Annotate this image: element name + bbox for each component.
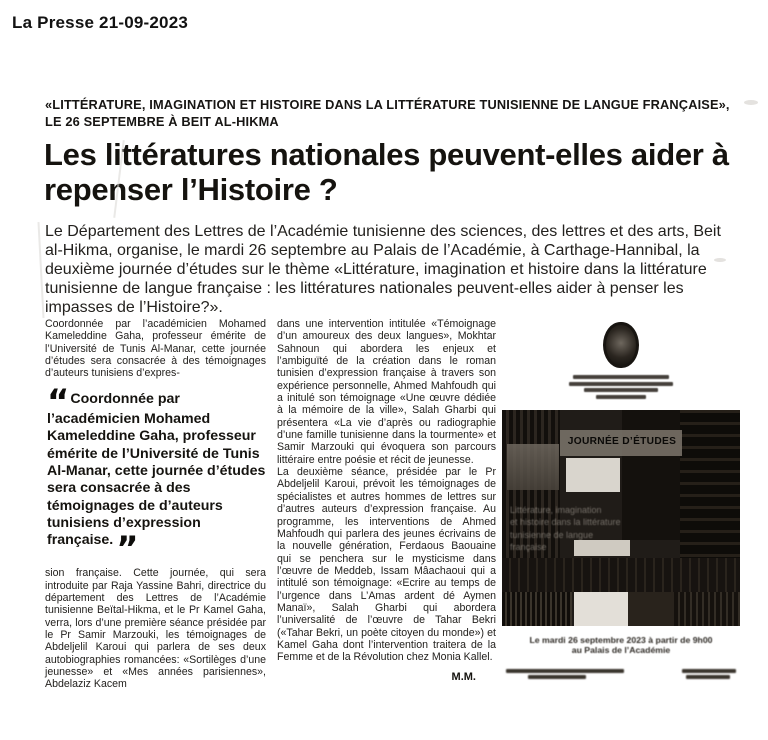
article-column-1 bbox=[45, 318, 266, 691]
scan-smudge bbox=[714, 258, 726, 262]
poster-collage-block bbox=[566, 458, 620, 492]
academy-emblem-icon bbox=[603, 322, 639, 368]
article-headline: Les littératures nationales peuvent-elles aider à repenser l’Histoire ? bbox=[44, 137, 729, 207]
blurred-text-line bbox=[686, 675, 730, 679]
poster-subtitle-line: française bbox=[510, 542, 547, 552]
blurred-text-line bbox=[573, 375, 669, 379]
academy-logo bbox=[502, 322, 740, 399]
poster-subtitle-line: et histoire dans la littérature bbox=[510, 517, 621, 527]
column2-paragraph-1: dans une intervention intitulée «Témoignage d’un amoureux des deux langues», Mokhtar Sahnoun qui abordera les enjeux et l’ambiguïté de la création dans le roman tunisien d’expression française à travers son expérience personnelle, Ahmed Mahfoudh qui a initulé son témoignage «Une œuvre dédiée à la mémoire de la ville», Salah Gharbi qui présentera «La vie d’après ou radiographie d’une famille tunisienne dans la tourmente» et Samir Marzouki qui évoquera son parcours littéraire entre poésie et récit de jeunesse. bbox=[277, 318, 496, 466]
poster-collage-block bbox=[507, 444, 559, 490]
close-quote-icon: ” bbox=[116, 529, 136, 570]
column1-paragraph-1: Coordonnée par l’académicien Mohamed Kameleddine Gaha, professeur émérite de l’Université de Tunis Al-Manar, cette journée d’études sera consacrée à des témoignages d’auteurs tunisiens d’expres- bbox=[45, 318, 266, 380]
article-column-2 bbox=[277, 318, 496, 683]
poster-footer-blurred-text bbox=[502, 669, 740, 680]
event-poster-image bbox=[502, 410, 740, 626]
poster-caption-line-1: Le mardi 26 septembre 2023 à partir de 9h00 bbox=[529, 634, 713, 645]
scan-crease bbox=[37, 222, 44, 318]
source-line: La Presse 21-09-2023 bbox=[12, 13, 189, 32]
blurred-text-line bbox=[528, 675, 586, 679]
blurred-text-line bbox=[569, 382, 673, 386]
pull-quote bbox=[47, 381, 266, 570]
blurred-text-line bbox=[506, 669, 624, 673]
pull-quote-text: Coordonnée par l’académicien Mohamed Kameleddine Gaha, professeur émérite de l’Université de Tunis Al-Manar, cette journée d’études sera consacrée à des témoignages de d’auteurs tunisiens d’expression française. bbox=[47, 390, 266, 549]
poster-collage-block bbox=[574, 540, 630, 556]
author-initials: M.M. bbox=[451, 670, 476, 683]
blurred-text-line bbox=[682, 669, 736, 673]
poster-caption bbox=[502, 635, 740, 656]
poster-subtitle-line: Littérature, imagination bbox=[510, 504, 602, 515]
poster-title: JOURNÉE D’ÉTUDES bbox=[567, 435, 677, 447]
poster-collage-block bbox=[674, 592, 740, 626]
blurred-text-line bbox=[596, 395, 646, 399]
article-column-3-poster bbox=[502, 322, 740, 679]
blurred-text-block bbox=[682, 669, 736, 680]
poster-subtitle-line: tunisienne de langue bbox=[510, 529, 594, 540]
column2-paragraph-2: La deuxième séance, présidée par le Pr Abdeljelil Karoui, prévoit les témoignages de spécialistes et autres hommes de lettres sur d’autres auteurs d’expression française. Au programme, les interventions de Ahmed Mahfoudh qui parlera des jeunes écrivains de la nouvelle génération, Ferdaous Baouaine qui se penchera sur le mysticisme dans l’œuvre de Meddeb, Issam Mâachaoui qui a intitulé son témoignage: «Ecrire au temps de l’urgence dans L’Amas ardent dé Aymen Manaï», Salah Gharbi qui abordera l’universalité de l’œuvre de Tahar Bekri («Tahar Bekri, un poète citoyen du monde») et Kamel Gaha dont l’intervention traitera de la Femme et de la Révolution chez Monia Kallel. bbox=[277, 466, 496, 664]
article-kicker: «LITTÉRATURE, IMAGINATION ET HISTOIRE DANS LA LITTÉRATURE TUNISIENNE DE LANGUE FRANÇAISE», LE 26 SEPTEMBRE À BEIT AL-HIKMA bbox=[45, 97, 730, 129]
blurred-text-line bbox=[584, 388, 658, 392]
column1-paragraph-2: sion française. Cette journée, qui sera introduite par Raja Yassine Bahri, directrice du département des Lettres de l’Académie tunisienne Beïtal-Hikma, et le Pr Kamel Gaha, verra, lors d’une première séance présidée par le Pr Samir Marzouki, les témoignages de Abdeljelil Karoui qui parlera de ses deux autobiographies romancées: «Sortilèges d’une jeunesse» et «Mes années parisiennes», Abdelaziz Kacem bbox=[45, 567, 266, 691]
open-quote-icon: “ bbox=[47, 381, 67, 422]
article-lede: Le Département des Lettres de l’Académie tunisienne des sciences, des lettres et des arts, Beit al-Hikma, organise, le mardi 26 septembre au Palais de l’Académie, à Carthage-Hannibal, la deuxième journée d’études sur le thème «Littérature, imagination et histoire dans la littérature tunisienne de langue française : les littératures nationales peuvent-elles aider à penser les impasses de l’Histoire?». bbox=[45, 223, 721, 316]
academy-logo-caption-blur bbox=[569, 375, 673, 399]
poster-collage-block bbox=[628, 592, 674, 626]
poster-collage-block bbox=[502, 592, 572, 626]
poster-collage-block bbox=[502, 558, 740, 592]
blurred-text-block bbox=[506, 669, 624, 680]
scan-smudge bbox=[744, 100, 758, 105]
poster-caption-line-2: au Palais de l’Académie bbox=[571, 645, 671, 656]
poster-collage-block bbox=[574, 592, 628, 626]
